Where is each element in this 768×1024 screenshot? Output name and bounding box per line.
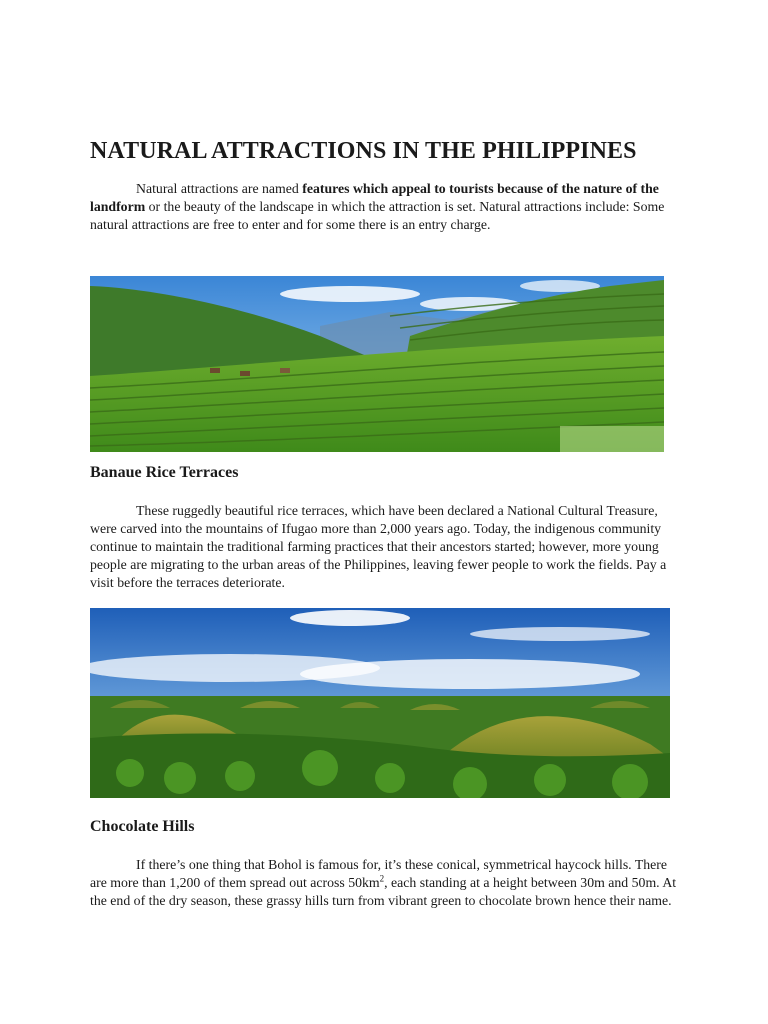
intro-text-end: or the beauty of the landscape in which the attraction is set. Natural attractions include: Some natural attractions are free to enter and for some there is an entry charge. — [90, 199, 665, 232]
rice-terraces-photo — [90, 276, 664, 452]
section-heading-chocolate-hills: Chocolate Hills — [90, 818, 195, 835]
chocolate-hills-paragraph — [90, 856, 682, 910]
chocolate-hills-photo — [90, 608, 670, 798]
chocolate-hills-text-end: , each standing at a height between 30m and 50m. At the end of the dry season, these grassy hills turn from vibrant green to chocolate brown hence their name. — [90, 875, 677, 908]
section-heading-banaue: Banaue Rice Terraces — [90, 464, 239, 481]
chocolate-hills-text-start: If there’s one thing that Bohol is famous for, it’s these conical, symmetrical haycock hills. There are more than 1,200 of them spread out across 50km — [90, 857, 668, 890]
intro-paragraph — [90, 180, 678, 234]
intro-text-start: Natural attractions are named — [136, 181, 303, 196]
banaue-paragraph: These ruggedly beautiful rice terraces, which have been declared a National Cultural Treasure, were carved into the mountains of Ifugao more than 2,000 years ago. Today, the indigenous community continue to maintain the traditional farming practices that their ancestors started; however, more young people are migrating to the urban areas of the Philippines, leaving fewer people to work the fields. Pay a visit before the terraces deteriorate. — [90, 503, 667, 590]
page-title: NATURAL ATTRACTIONS IN THE PHILIPPINES — [90, 138, 637, 164]
intro-bold-phrase: features which appeal to tourists because of the nature of the landform — [90, 181, 659, 214]
superscript-two: 2 — [379, 873, 385, 884]
